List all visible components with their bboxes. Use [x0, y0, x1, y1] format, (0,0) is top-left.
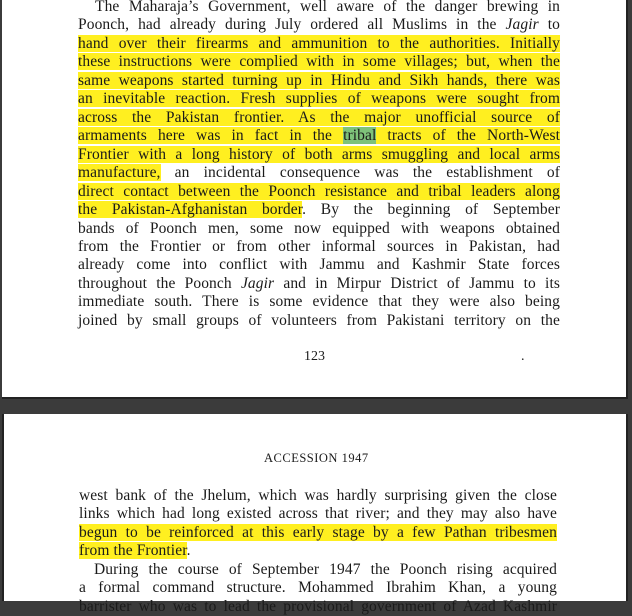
line-text: barrister who was to lead the provisional government of Azad Kashmir [79, 598, 557, 615]
text-line [95, 0, 560, 16]
text-line [78, 127, 560, 145]
highlighted-text: across the Pakistan frontier. As the major unofficial source of [78, 109, 560, 126]
highlighted-text: the Pakistan-Afghanistan border [78, 201, 303, 218]
text-line [79, 524, 557, 542]
line-text: bands of Poonch men, some now equipped with weapons obtained [78, 220, 560, 237]
text-line [79, 542, 191, 560]
text-line [94, 561, 557, 579]
text-line [79, 579, 557, 597]
highlighted-text: these instructions were complied with in some villages; but, when the [78, 53, 560, 70]
page-gap [0, 399, 632, 414]
line-text: The Maharaja’s Government, well aware of the danger brewing in [95, 0, 560, 15]
line-text: Poonch, had already during July ordered all Muslims in the [78, 16, 506, 33]
text-line [79, 598, 557, 616]
italic-term: Jagir [505, 16, 539, 33]
highlighted-text: Frontier with a long history of both arms smuggling and local arms [78, 146, 560, 163]
running-head: ACCESSION 1947 [264, 451, 369, 465]
text-line [78, 256, 560, 274]
text-line [78, 312, 560, 330]
text-line [78, 109, 560, 127]
highlighted-text: direct contact between the Poonch resistance and tribal leaders along [78, 183, 560, 200]
text-line [78, 16, 560, 34]
highlighted-text: begun to be reinforced at this early stage by a few Pathan tribesmen [79, 524, 557, 541]
page-123 [2, 0, 628, 399]
text-line [78, 183, 560, 201]
text-line [78, 164, 560, 182]
highlighted-term: tribal [343, 127, 377, 144]
line-text: immediate south. There is some evidence that they were also being [78, 293, 560, 310]
highlighted-text: tracts of the North-West [376, 127, 560, 144]
text-line [78, 35, 560, 53]
line-text: west bank of the Jhelum, which was hardly surprising given the close [79, 487, 557, 504]
line-text: from the Frontier or from other informal sources in Pakistan, had [78, 238, 560, 255]
text-line [78, 146, 560, 164]
text-line [78, 275, 560, 293]
line-text: . By the beginning of September [302, 201, 560, 218]
line-text: a formal command structure. Mohammed Ibrahim Khan, a young [79, 579, 557, 596]
page-124 [2, 414, 628, 615]
text-line [78, 53, 560, 71]
text-line [78, 293, 560, 311]
line-text: throughout the Poonch [78, 275, 241, 292]
line-text: During the course of September 1947 the Poonch rising acquired [94, 561, 557, 578]
highlighted-text: armaments here was in fact in the [78, 127, 344, 144]
highlighted-text: same weapons started turning up in Hindu and Sikh hands, there was [78, 72, 560, 89]
line-text: an incidental consequence was the establishment of [160, 164, 560, 181]
text-line [79, 487, 557, 505]
page-mark: . [521, 349, 525, 364]
line-text: links which had long existed across that river; and they may also have [79, 505, 557, 522]
text-line [78, 201, 560, 219]
highlighted-text: an inevitable reaction. Fresh supplies of weapons were sought from [78, 90, 560, 107]
line-text: . [186, 542, 191, 559]
line-text: and in Mirpur District of Jammu to its [274, 275, 560, 292]
text-line [79, 505, 557, 523]
text-line [78, 90, 560, 108]
italic-term: Jagir [240, 275, 275, 292]
line-text: joined by small groups of volunteers from Pakistani territory on the [78, 312, 560, 329]
line-text: already come into conflict with Jammu and Kashmir State forces [78, 256, 560, 273]
highlighted-text: hand over their firearms and ammunition to the authorities. Initially [78, 35, 560, 52]
page-number: 123 [304, 349, 325, 364]
text-line [78, 220, 560, 238]
highlighted-text: manufacture, [78, 164, 161, 181]
highlighted-text: from the Frontier [79, 542, 187, 559]
text-line [78, 238, 560, 256]
line-text: to [538, 16, 560, 33]
text-line [78, 72, 560, 90]
